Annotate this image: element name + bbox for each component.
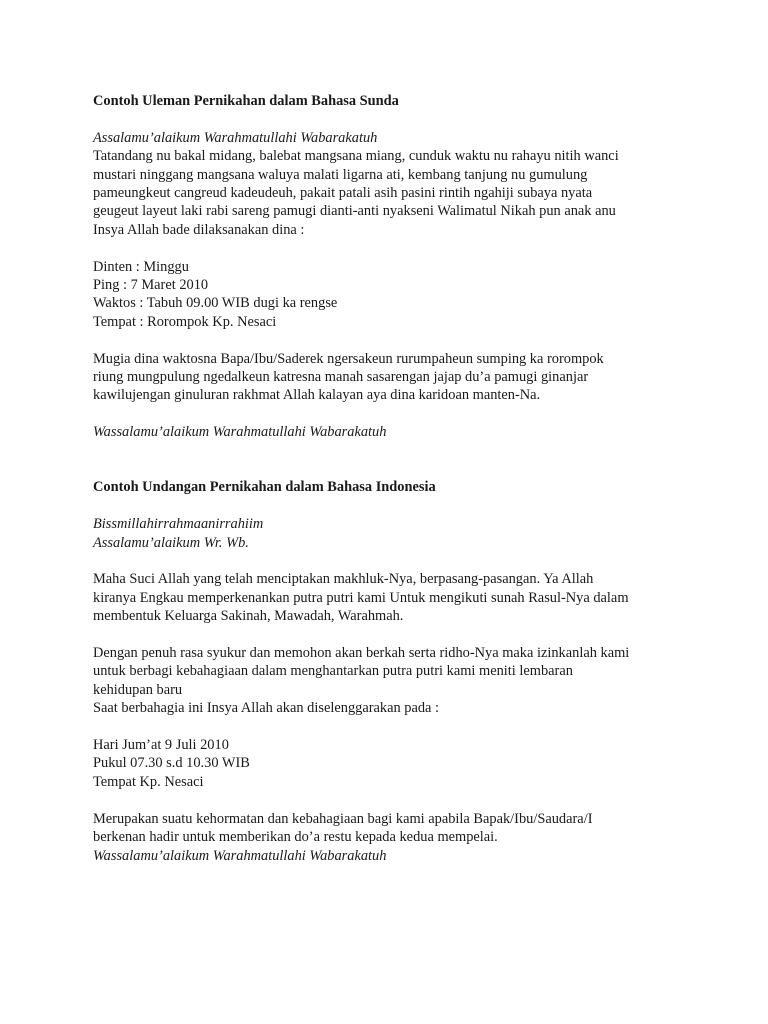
greeting: Assalamu’alaikum Wr. Wb. <box>93 534 249 551</box>
event-time: Pukul 07.30 s.d 10.30 WIB <box>93 755 250 772</box>
event-date: Ping : 7 Maret 2010 <box>93 277 209 294</box>
document-page <box>93 92 733 865</box>
section-title: Contoh Undangan Pernikahan dalam Bahasa Indonesia <box>93 479 436 496</box>
paragraph-line: kiranya Engkau memperkenankan putra putri kami Untuk mengikuti sunah Rasul-Nya dalam <box>93 589 629 606</box>
paragraph-line: membentuk Keluarga Sakinah, Mawadah, Warahmah. <box>93 608 404 625</box>
paragraph-line: Insya Allah bade dilaksanakan dina : <box>93 221 305 238</box>
paragraph-line: Mugia dina waktosna Bapa/Ibu/Saderek ngersakeun rurumpaheun sumping ka rorompok <box>93 350 604 367</box>
paragraph-line: Tatandang nu bakal midang, balebat mangsana miang, cunduk waktu nu rahayu nitih wanci <box>93 148 619 165</box>
farewell: Wassalamu’alaikum Warahmatullahi Wabarakatuh <box>93 424 387 441</box>
event-time: Waktos : Tabuh 09.00 WIB dugi ka rengse <box>93 295 338 312</box>
paragraph-line: berkenan hadir untuk memberikan do’a restu kepada kedua mempelai. <box>93 829 498 846</box>
paragraph-line: riung mungpulung ngedalkeun katresna manah sasarengan jajap du’a pamugi ginanjar <box>93 369 589 386</box>
paragraph-line: mustari ninggang mangsana waluya malati ligarna ati, kembang tanjung nu gumulung <box>93 166 588 183</box>
section-indonesia <box>93 478 733 864</box>
paragraph-line: Saat berbahagia ini Insya Allah akan diselenggarakan pada : <box>93 700 440 717</box>
event-day: Dinten : Minggu <box>93 258 189 275</box>
basmalah: Bissmillahirrahmaanirrahiim <box>93 516 264 533</box>
paragraph-line: untuk berbagi kebahagiaan dalam menghantarkan putra putri kami meniti lembaran <box>93 663 573 680</box>
paragraph-line: geugeut layeut laki rabi sareng pamugi dianti-anti nyakseni Walimatul Nikah pun anak anu <box>93 203 616 220</box>
greeting: Assalamu’alaikum Warahmatullahi Wabarakatuh <box>93 129 378 146</box>
paragraph-line: kawilujengan ginuluran rakhmat Allah kalayan aya dina karidoan manten-Na. <box>93 387 541 404</box>
section-title: Contoh Uleman Pernikahan dalam Bahasa Sunda <box>93 93 399 109</box>
paragraph-line: Maha Suci Allah yang telah menciptakan makhluk-Nya, berpasang-pasangan. Ya Allah <box>93 571 594 588</box>
section-sunda <box>93 92 733 442</box>
event-place: Tempat : Rorompok Kp. Nesaci <box>93 313 277 330</box>
event-day-date: Hari Jum’at 9 Juli 2010 <box>93 737 229 754</box>
paragraph-line: Merupakan suatu kehormatan dan kebahagiaan bagi kami apabila Bapak/Ibu/Saudara/I <box>93 810 593 827</box>
paragraph-line: kehidupan baru <box>93 681 183 698</box>
paragraph-line: pameungkeut cangreud kadeudeuh, pakait patali asih pasini rintih ngahiji subaya nyata <box>93 185 593 202</box>
farewell: Wassalamu’alaikum Warahmatullahi Wabarakatuh <box>93 847 387 864</box>
event-place: Tempat Kp. Nesaci <box>93 773 204 790</box>
paragraph-line: Dengan penuh rasa syukur dan memohon akan berkah serta ridho-Nya maka izinkanlah kami <box>93 645 630 662</box>
